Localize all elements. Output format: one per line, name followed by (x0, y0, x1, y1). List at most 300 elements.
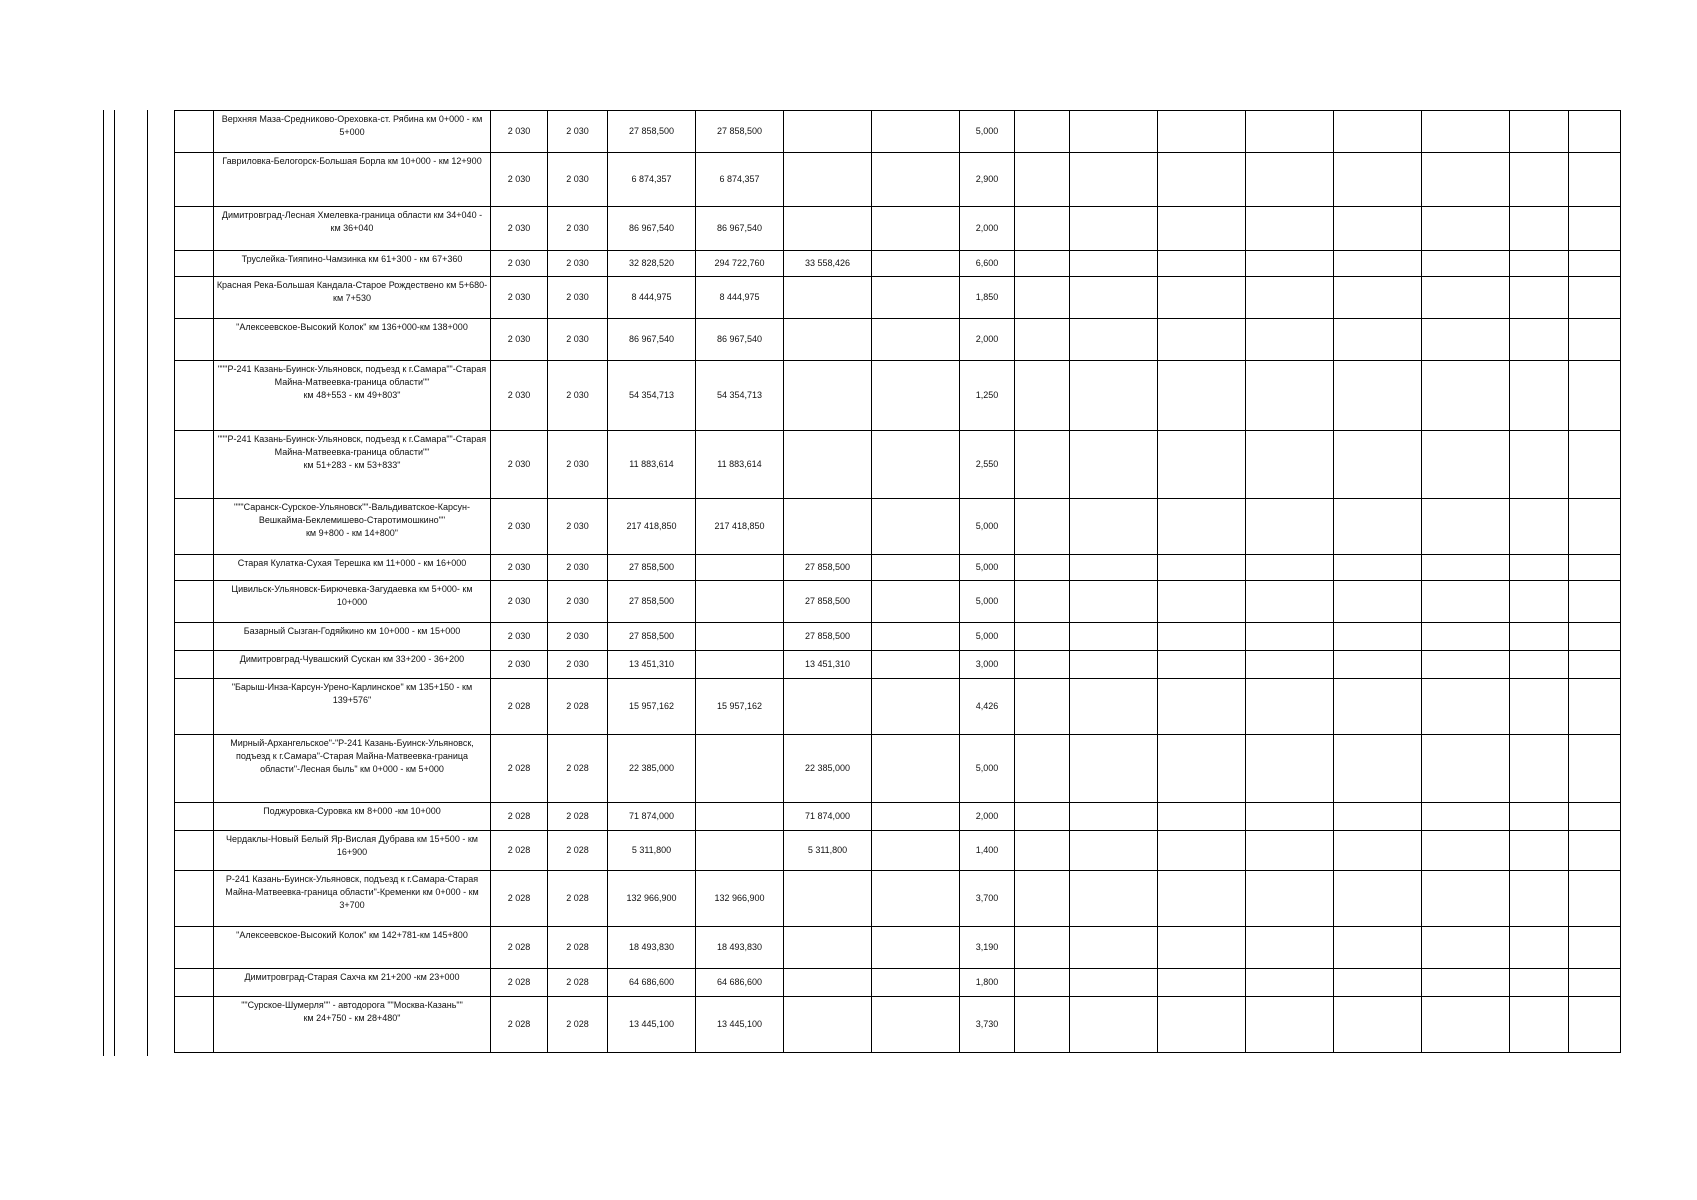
funding-a-cell: 13 445,100 (696, 997, 784, 1053)
empty-cell (1246, 431, 1334, 499)
road-name-cell: Мирный-Архангельское"-"Р-241 Казань-Буинск-Ульяновск, подъезд к г.Самара"-Старая Майна-Матвеевка-граница области"-Лесная быль" км 0+000 - км 5+000 (214, 735, 491, 803)
empty-cell (872, 555, 960, 581)
empty-cell (1070, 997, 1158, 1053)
road-name-cell: """Р-241 Казань-Буинск-Ульяновск, подъезд к г.Самара""-Старая Майна-Матвеевка-граница области"" км 51+283 - км 53+833" (214, 431, 491, 499)
empty-cell (1422, 555, 1510, 581)
empty-cell (1246, 319, 1334, 361)
road-name-cell: "Алексеевское-Высокий Колок" км 136+000-км 138+000 (214, 319, 491, 361)
empty-cell (1569, 111, 1621, 153)
start-year-cell: 2 028 (491, 679, 548, 735)
empty-cell (1422, 623, 1510, 651)
funding-a-cell: 8 444,975 (696, 277, 784, 319)
table-row (175, 803, 1621, 831)
end-year-cell: 2 028 (548, 997, 608, 1053)
length-cell: 2,550 (960, 431, 1015, 499)
road-name-cell: Красная Река-Большая Кандала-Старое Рождествено км 5+680- км 7+530 (214, 277, 491, 319)
empty-cell (1334, 623, 1422, 651)
empty-cell (1422, 803, 1510, 831)
road-name-cell: Димитровград-Лесная Хмелевка-граница области км 34+040 - км 36+040 (214, 207, 491, 251)
index-cell (175, 431, 214, 499)
empty-cell (1510, 651, 1569, 679)
empty-cell (1015, 431, 1070, 499)
start-year-cell: 2 028 (491, 871, 548, 927)
road-name-cell: """Р-241 Казань-Буинск-Ульяновск, подъезд к г.Самара""-Старая Майна-Матвеевка-граница области"" км 48+553 - км 49+803" (214, 361, 491, 431)
empty-cell (1246, 679, 1334, 735)
index-cell (175, 623, 214, 651)
length-cell: 5,000 (960, 623, 1015, 651)
empty-cell (1334, 111, 1422, 153)
total-cost-cell: 27 858,500 (608, 623, 696, 651)
funding-a-cell: 86 967,540 (696, 207, 784, 251)
empty-cell (1422, 997, 1510, 1053)
empty-cell (1334, 153, 1422, 207)
road-name-cell: "Алексеевское-Высокий Колок" км 142+781-км 145+800 (214, 927, 491, 969)
empty-cell (1158, 555, 1246, 581)
empty-cell (1158, 581, 1246, 623)
total-cost-cell: 27 858,500 (608, 581, 696, 623)
length-cell: 5,000 (960, 581, 1015, 623)
empty-cell (872, 927, 960, 969)
empty-cell (1334, 871, 1422, 927)
table-row (175, 581, 1621, 623)
left-margin-line-3 (147, 110, 148, 1056)
start-year-cell: 2 030 (491, 431, 548, 499)
empty-cell (1070, 277, 1158, 319)
empty-cell (1246, 831, 1334, 871)
empty-cell (1422, 735, 1510, 803)
funding-b-cell (784, 361, 872, 431)
empty-cell (1569, 831, 1621, 871)
funding-a-cell (696, 735, 784, 803)
total-cost-cell: 27 858,500 (608, 111, 696, 153)
empty-cell (1510, 831, 1569, 871)
end-year-cell: 2 030 (548, 431, 608, 499)
empty-cell (1246, 251, 1334, 277)
empty-cell (1070, 803, 1158, 831)
empty-cell (1422, 927, 1510, 969)
empty-cell (1015, 651, 1070, 679)
empty-cell (1070, 969, 1158, 997)
empty-cell (1422, 431, 1510, 499)
index-cell (175, 361, 214, 431)
empty-cell (1569, 319, 1621, 361)
empty-cell (1070, 499, 1158, 555)
empty-cell (872, 207, 960, 251)
empty-cell (1569, 581, 1621, 623)
table-row (175, 361, 1621, 431)
start-year-cell: 2 030 (491, 623, 548, 651)
total-cost-cell: 86 967,540 (608, 207, 696, 251)
length-cell: 5,000 (960, 111, 1015, 153)
empty-cell (1334, 831, 1422, 871)
empty-cell (872, 361, 960, 431)
funding-b-cell: 27 858,500 (784, 581, 872, 623)
funding-b-cell: 22 385,000 (784, 735, 872, 803)
start-year-cell: 2 028 (491, 969, 548, 997)
funding-b-cell (784, 319, 872, 361)
start-year-cell: 2 030 (491, 361, 548, 431)
empty-cell (1422, 651, 1510, 679)
funding-b-cell: 71 874,000 (784, 803, 872, 831)
empty-cell (1158, 623, 1246, 651)
empty-cell (1070, 679, 1158, 735)
road-name-cell: Базарный Сызган-Годяйкино км 10+000 - км 15+000 (214, 623, 491, 651)
empty-cell (1334, 969, 1422, 997)
length-cell: 3,190 (960, 927, 1015, 969)
empty-cell (1158, 361, 1246, 431)
length-cell: 2,900 (960, 153, 1015, 207)
empty-cell (1070, 623, 1158, 651)
funding-b-cell (784, 997, 872, 1053)
empty-cell (1569, 207, 1621, 251)
empty-cell (1158, 251, 1246, 277)
length-cell: 1,800 (960, 969, 1015, 997)
road-name-cell: Старая Кулатка-Сухая Терешка км 11+000 - км 16+000 (214, 555, 491, 581)
empty-cell (1015, 499, 1070, 555)
empty-cell (1070, 871, 1158, 927)
end-year-cell: 2 030 (548, 361, 608, 431)
total-cost-cell: 15 957,162 (608, 679, 696, 735)
empty-cell (1569, 997, 1621, 1053)
empty-cell (1070, 361, 1158, 431)
road-name-cell: Поджуровка-Суровка км 8+000 -км 10+000 (214, 803, 491, 831)
funding-b-cell (784, 679, 872, 735)
empty-cell (1422, 207, 1510, 251)
empty-cell (1569, 927, 1621, 969)
empty-cell (1015, 319, 1070, 361)
length-cell: 4,426 (960, 679, 1015, 735)
empty-cell (1569, 623, 1621, 651)
total-cost-cell: 11 883,614 (608, 431, 696, 499)
end-year-cell: 2 030 (548, 499, 608, 555)
empty-cell (1070, 153, 1158, 207)
empty-cell (1510, 251, 1569, 277)
empty-cell (1246, 361, 1334, 431)
funding-b-cell: 5 311,800 (784, 831, 872, 871)
end-year-cell: 2 030 (548, 111, 608, 153)
index-cell (175, 277, 214, 319)
road-name-cell: Димитровград-Старая Сахча км 21+200 -км 23+000 (214, 969, 491, 997)
empty-cell (1015, 207, 1070, 251)
empty-cell (872, 803, 960, 831)
total-cost-cell: 27 858,500 (608, 555, 696, 581)
index-cell (175, 499, 214, 555)
empty-cell (1422, 319, 1510, 361)
empty-cell (1334, 997, 1422, 1053)
table-row (175, 555, 1621, 581)
start-year-cell: 2 030 (491, 111, 548, 153)
empty-cell (1158, 927, 1246, 969)
length-cell: 2,000 (960, 319, 1015, 361)
length-cell: 5,000 (960, 555, 1015, 581)
total-cost-cell: 86 967,540 (608, 319, 696, 361)
index-cell (175, 319, 214, 361)
index-cell (175, 735, 214, 803)
end-year-cell: 2 028 (548, 803, 608, 831)
funding-b-cell (784, 927, 872, 969)
empty-cell (1569, 361, 1621, 431)
empty-cell (872, 251, 960, 277)
empty-cell (1158, 651, 1246, 679)
index-cell (175, 803, 214, 831)
end-year-cell: 2 030 (548, 277, 608, 319)
empty-cell (1569, 499, 1621, 555)
index-cell (175, 581, 214, 623)
empty-cell (1510, 581, 1569, 623)
empty-cell (1569, 969, 1621, 997)
road-name-cell: Верхняя Маза-Средниково-Ореховка-ст. Рябина км 0+000 - км 5+000 (214, 111, 491, 153)
empty-cell (1510, 803, 1569, 831)
table-row (175, 207, 1621, 251)
empty-cell (1569, 431, 1621, 499)
index-cell (175, 651, 214, 679)
empty-cell (1158, 997, 1246, 1053)
empty-cell (1569, 153, 1621, 207)
length-cell: 5,000 (960, 735, 1015, 803)
road-name-cell: "Барыш-Инза-Карсун-Урено-Карлинское" км 135+150 - км 139+576" (214, 679, 491, 735)
empty-cell (872, 651, 960, 679)
empty-cell (872, 277, 960, 319)
left-margin-line-2 (114, 110, 115, 1056)
funding-b-cell (784, 277, 872, 319)
empty-cell (1015, 997, 1070, 1053)
empty-cell (1569, 871, 1621, 927)
empty-cell (1334, 277, 1422, 319)
empty-cell (1015, 555, 1070, 581)
total-cost-cell: 132 966,900 (608, 871, 696, 927)
empty-cell (1334, 499, 1422, 555)
index-cell (175, 927, 214, 969)
empty-cell (1422, 153, 1510, 207)
empty-cell (1158, 831, 1246, 871)
funding-b-cell (784, 111, 872, 153)
total-cost-cell: 217 418,850 (608, 499, 696, 555)
empty-cell (1070, 581, 1158, 623)
end-year-cell: 2 028 (548, 831, 608, 871)
index-cell (175, 153, 214, 207)
table-row (175, 871, 1621, 927)
empty-cell (1015, 831, 1070, 871)
empty-cell (1334, 803, 1422, 831)
empty-cell (1334, 927, 1422, 969)
funding-a-cell (696, 555, 784, 581)
table-row (175, 153, 1621, 207)
empty-cell (1422, 251, 1510, 277)
index-cell (175, 871, 214, 927)
table-row (175, 111, 1621, 153)
length-cell: 6,600 (960, 251, 1015, 277)
funding-b-cell (784, 207, 872, 251)
empty-cell (1246, 735, 1334, 803)
table-row (175, 319, 1621, 361)
empty-cell (1158, 277, 1246, 319)
length-cell: 3,730 (960, 997, 1015, 1053)
funding-a-cell: 217 418,850 (696, 499, 784, 555)
table-row (175, 969, 1621, 997)
end-year-cell: 2 028 (548, 735, 608, 803)
index-cell (175, 555, 214, 581)
empty-cell (1246, 277, 1334, 319)
funding-b-cell: 33 558,426 (784, 251, 872, 277)
total-cost-cell: 64 686,600 (608, 969, 696, 997)
empty-cell (1510, 111, 1569, 153)
empty-cell (1422, 581, 1510, 623)
start-year-cell: 2 030 (491, 651, 548, 679)
empty-cell (1246, 927, 1334, 969)
funding-b-cell: 27 858,500 (784, 623, 872, 651)
empty-cell (1246, 555, 1334, 581)
empty-cell (1015, 361, 1070, 431)
empty-cell (1246, 803, 1334, 831)
empty-cell (1015, 581, 1070, 623)
empty-cell (1569, 651, 1621, 679)
empty-cell (872, 623, 960, 651)
index-cell (175, 679, 214, 735)
start-year-cell: 2 030 (491, 555, 548, 581)
empty-cell (1015, 277, 1070, 319)
table-row (175, 735, 1621, 803)
empty-cell (1334, 319, 1422, 361)
total-cost-cell: 54 354,713 (608, 361, 696, 431)
empty-cell (872, 831, 960, 871)
empty-cell (1070, 431, 1158, 499)
empty-cell (1510, 927, 1569, 969)
table-row (175, 623, 1621, 651)
empty-cell (1070, 555, 1158, 581)
empty-cell (872, 431, 960, 499)
table-row (175, 997, 1621, 1053)
empty-cell (1158, 679, 1246, 735)
index-cell (175, 207, 214, 251)
funding-a-cell: 11 883,614 (696, 431, 784, 499)
empty-cell (1510, 969, 1569, 997)
empty-cell (1015, 969, 1070, 997)
table-row (175, 431, 1621, 499)
road-name-cell: ""Сурское-Шумерля"" - автодорога ""Москва-Казань"" км 24+750 - км 28+480" (214, 997, 491, 1053)
funding-b-cell (784, 969, 872, 997)
road-name-cell: Чердаклы-Новый Белый Яр-Вислая Дубрава км 15+500 - км 16+900 (214, 831, 491, 871)
total-cost-cell: 32 828,520 (608, 251, 696, 277)
empty-cell (1015, 803, 1070, 831)
end-year-cell: 2 030 (548, 153, 608, 207)
end-year-cell: 2 030 (548, 623, 608, 651)
empty-cell (1422, 969, 1510, 997)
total-cost-cell: 8 444,975 (608, 277, 696, 319)
length-cell: 3,700 (960, 871, 1015, 927)
empty-cell (1334, 555, 1422, 581)
length-cell: 1,850 (960, 277, 1015, 319)
road-name-cell: Гавриловка-Белогорск-Большая Борла км 10+000 - км 12+900 (214, 153, 491, 207)
funding-b-cell (784, 153, 872, 207)
empty-cell (1422, 361, 1510, 431)
empty-cell (1070, 831, 1158, 871)
funding-b-cell (784, 431, 872, 499)
empty-cell (1569, 277, 1621, 319)
empty-cell (1246, 623, 1334, 651)
index-cell (175, 831, 214, 871)
end-year-cell: 2 030 (548, 251, 608, 277)
empty-cell (1246, 153, 1334, 207)
empty-cell (1070, 207, 1158, 251)
end-year-cell: 2 028 (548, 969, 608, 997)
empty-cell (1334, 581, 1422, 623)
empty-cell (1510, 735, 1569, 803)
empty-cell (1015, 871, 1070, 927)
empty-cell (1246, 969, 1334, 997)
start-year-cell: 2 030 (491, 319, 548, 361)
start-year-cell: 2 028 (491, 803, 548, 831)
empty-cell (1158, 735, 1246, 803)
length-cell: 1,250 (960, 361, 1015, 431)
empty-cell (1569, 251, 1621, 277)
end-year-cell: 2 028 (548, 679, 608, 735)
end-year-cell: 2 028 (548, 927, 608, 969)
empty-cell (1158, 871, 1246, 927)
empty-cell (1510, 623, 1569, 651)
start-year-cell: 2 028 (491, 997, 548, 1053)
empty-cell (1070, 319, 1158, 361)
funding-a-cell: 18 493,830 (696, 927, 784, 969)
empty-cell (1070, 111, 1158, 153)
table-row (175, 927, 1621, 969)
empty-cell (1246, 997, 1334, 1053)
length-cell: 1,400 (960, 831, 1015, 871)
table-row (175, 277, 1621, 319)
total-cost-cell: 6 874,357 (608, 153, 696, 207)
total-cost-cell: 22 385,000 (608, 735, 696, 803)
empty-cell (1158, 803, 1246, 831)
total-cost-cell: 18 493,830 (608, 927, 696, 969)
empty-cell (1510, 153, 1569, 207)
empty-cell (1015, 927, 1070, 969)
funding-a-cell (696, 831, 784, 871)
start-year-cell: 2 030 (491, 277, 548, 319)
table-body (175, 111, 1621, 1053)
road-name-cell: Р-241 Казань-Буинск-Ульяновск, подъезд к г.Самара-Старая Майна-Матвеевка-граница области"-Кременки км 0+000 - км 3+700 (214, 871, 491, 927)
total-cost-cell: 5 311,800 (608, 831, 696, 871)
empty-cell (1070, 735, 1158, 803)
empty-cell (1510, 555, 1569, 581)
total-cost-cell: 71 874,000 (608, 803, 696, 831)
empty-cell (1569, 803, 1621, 831)
empty-cell (1015, 679, 1070, 735)
start-year-cell: 2 030 (491, 207, 548, 251)
table-row (175, 251, 1621, 277)
funding-a-cell (696, 623, 784, 651)
table-row (175, 831, 1621, 871)
empty-cell (1246, 581, 1334, 623)
empty-cell (1334, 361, 1422, 431)
funding-b-cell: 27 858,500 (784, 555, 872, 581)
empty-cell (1510, 277, 1569, 319)
funding-b-cell (784, 499, 872, 555)
empty-cell (1569, 679, 1621, 735)
empty-cell (1422, 111, 1510, 153)
table-row (175, 651, 1621, 679)
empty-cell (1015, 153, 1070, 207)
length-cell: 2,000 (960, 207, 1015, 251)
empty-cell (1158, 499, 1246, 555)
empty-cell (872, 111, 960, 153)
funding-a-cell: 15 957,162 (696, 679, 784, 735)
empty-cell (1158, 207, 1246, 251)
funding-a-cell (696, 651, 784, 679)
left-margin-line-1 (103, 110, 104, 1056)
empty-cell (872, 969, 960, 997)
empty-cell (1510, 997, 1569, 1053)
empty-cell (1334, 679, 1422, 735)
empty-cell (1422, 679, 1510, 735)
